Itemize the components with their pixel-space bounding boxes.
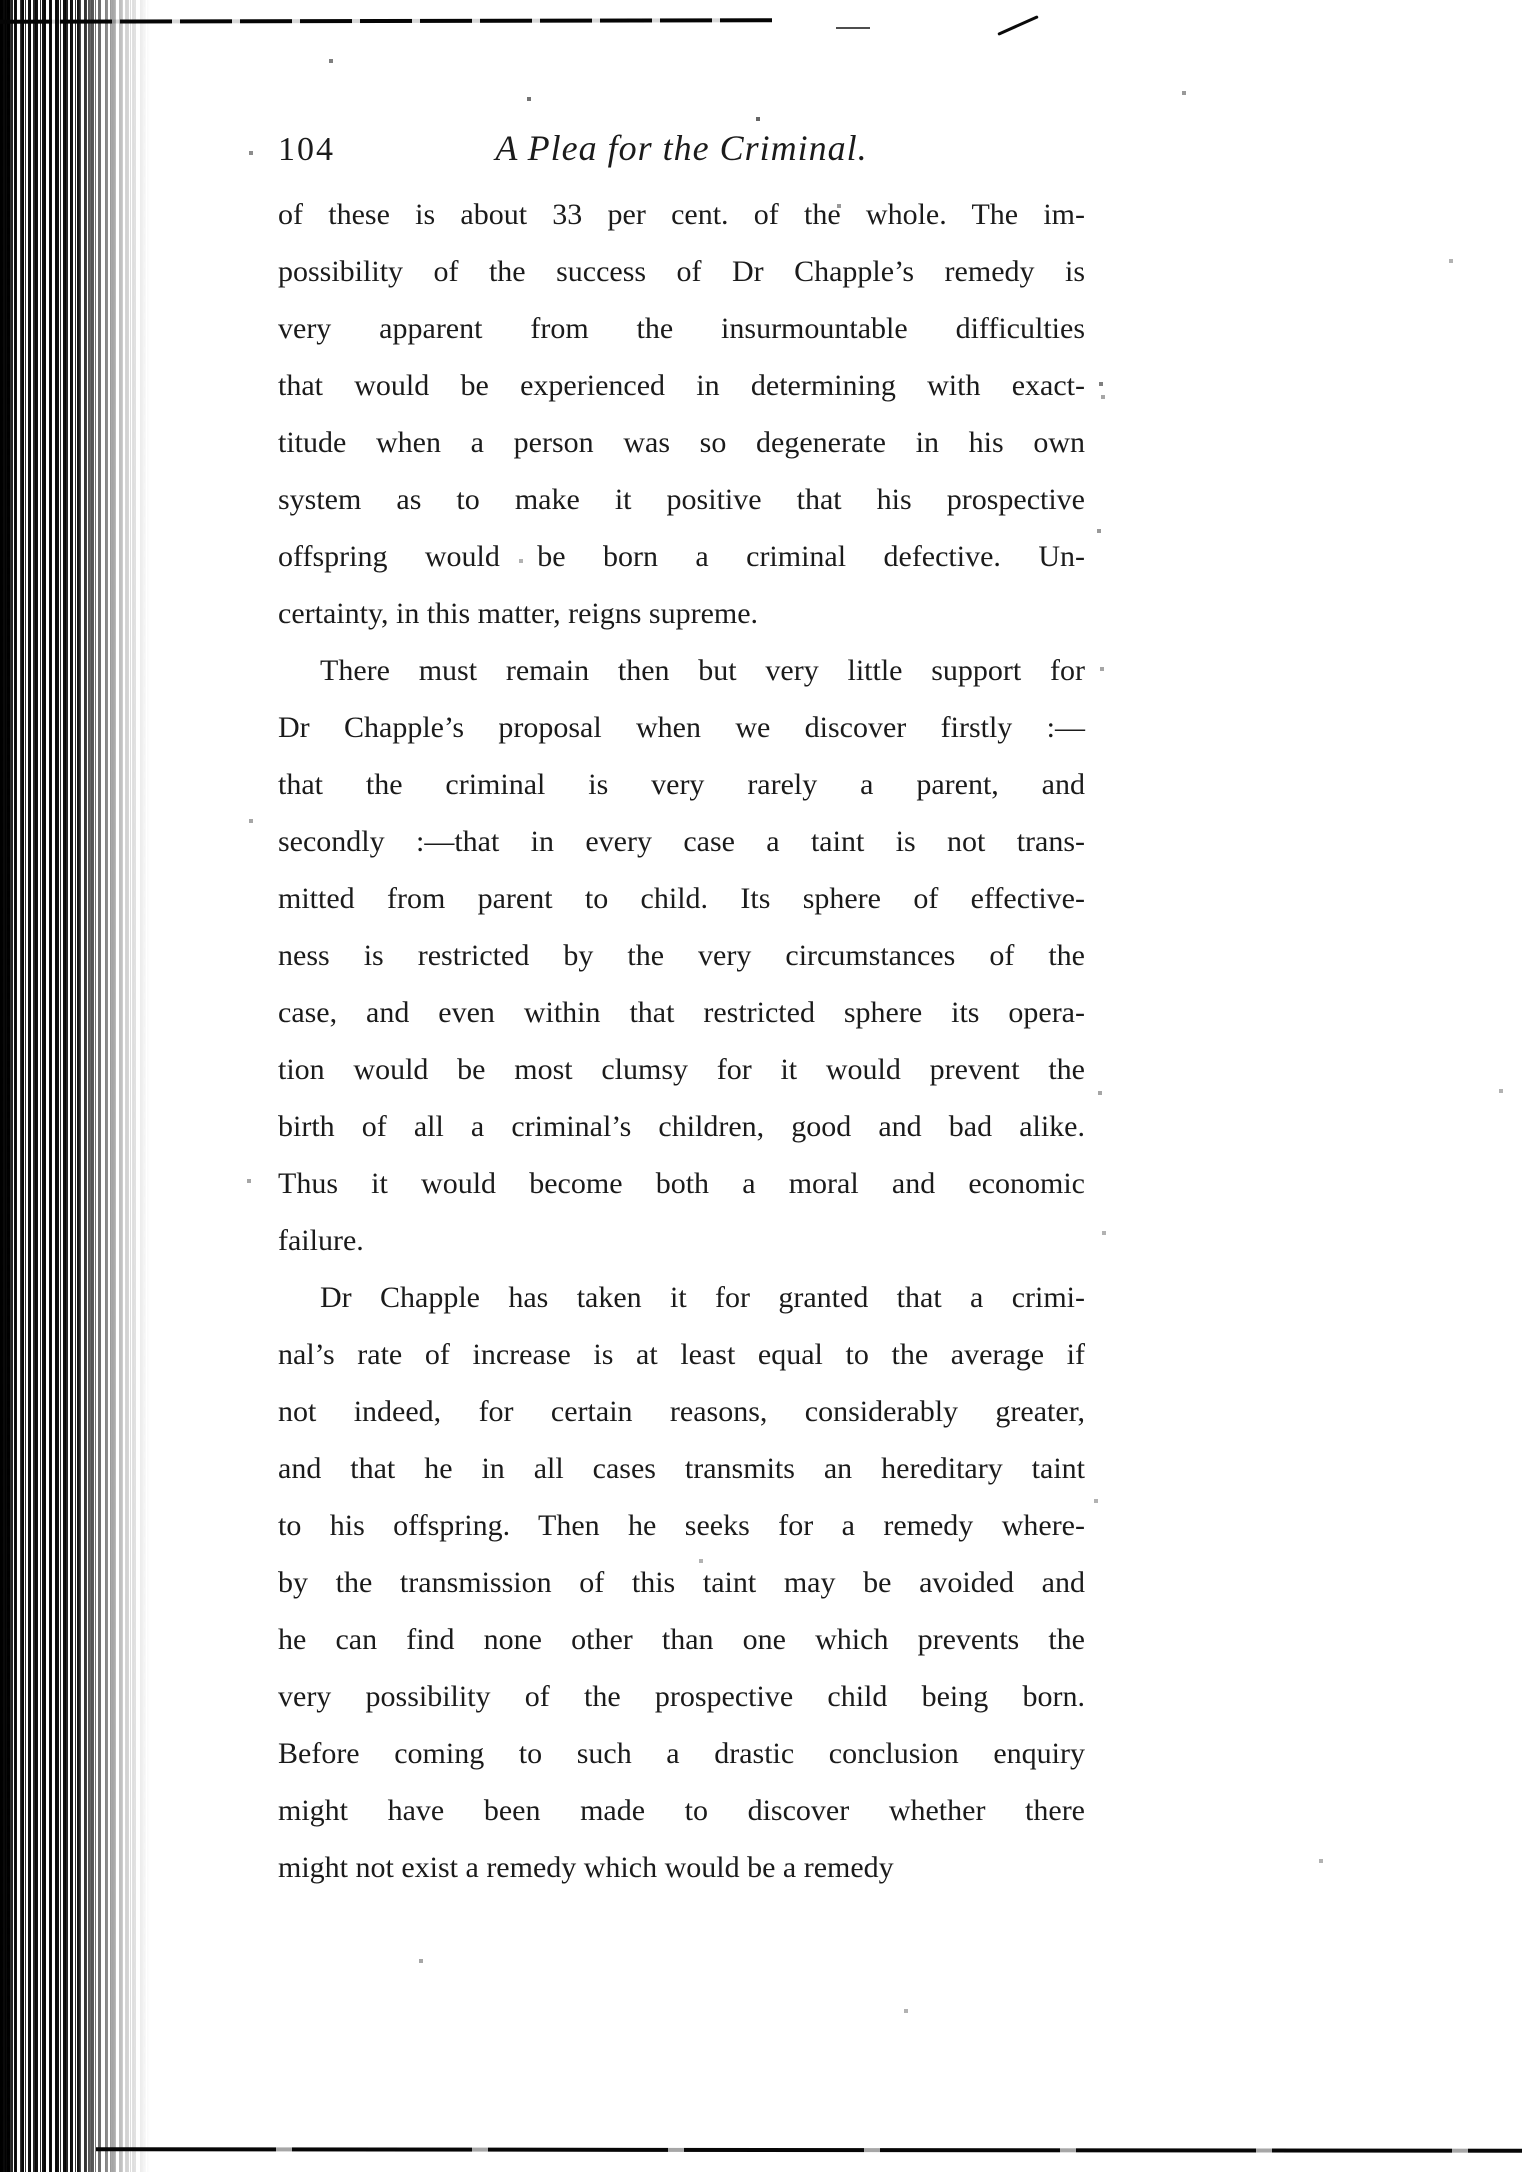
running-head-title: A Plea for the Criminal. [495, 128, 868, 168]
text-line: Dr Chapple’s proposal when we discover firstly :— [278, 711, 1085, 744]
text-line: that would be experienced in determining with exact- [278, 369, 1085, 402]
text-line: nal’s rate of increase is at least equal to the average if [278, 1338, 1085, 1371]
text-line: tion would be most clumsy for it would prevent the [278, 1053, 1085, 1086]
text-line: Dr Chapple has taken it for granted that a crimi- [320, 1281, 1085, 1314]
text-line: ness is restricted by the very circumstances of the [278, 939, 1085, 972]
text-line: There must remain then but very little support for [320, 654, 1085, 687]
book-gutter-scan-texture [0, 0, 150, 2172]
scan-noise-specks [0, 0, 2, 2]
text-line: certainty, in this matter, reigns supreme. [278, 597, 759, 630]
text-line: Thus it would become both a moral and economic [278, 1167, 1085, 1200]
scan-mark-stroke [997, 15, 1038, 36]
text-line: and that he in all cases transmits an hereditary taint [278, 1452, 1085, 1485]
text-line: case, and even within that restricted sphere its opera- [278, 996, 1085, 1029]
text-line: Before coming to such a drastic conclusion enquiry [278, 1737, 1085, 1770]
text-line: system as to make it positive that his prospective [278, 483, 1085, 516]
scan-edge-line-bottom [96, 2147, 1522, 2152]
text-line: of these is about 33 per cent. of the whole. The im- [278, 198, 1085, 231]
page-body [278, 186, 1085, 1896]
body-paragraph [278, 1269, 1085, 1896]
text-line: not indeed, for certain reasons, considerably greater, [278, 1395, 1085, 1428]
text-line: by the transmission of this taint may be avoided and [278, 1566, 1085, 1599]
text-line: possibility of the success of Dr Chapple’s remedy is [278, 255, 1085, 288]
text-line: that the criminal is very rarely a parent, and [278, 768, 1085, 801]
body-paragraph [278, 642, 1085, 1269]
text-line: to his offspring. Then he seeks for a remedy where- [278, 1509, 1085, 1542]
scan-edge-line-top [0, 18, 772, 24]
text-line: failure. [278, 1224, 364, 1257]
text-line: might have been made to discover whether there [278, 1794, 1085, 1827]
text-line: titude when a person was so degenerate in his own [278, 426, 1085, 459]
text-line: very apparent from the insurmountable difficulties [278, 312, 1085, 345]
text-line: birth of all a criminal’s children, good and bad alike. [278, 1110, 1085, 1143]
text-line: might not exist a remedy which would be a remedy [278, 1851, 894, 1884]
text-line: he can find none other than one which prevents the [278, 1623, 1085, 1656]
text-line: mitted from parent to child. Its sphere of effective- [278, 882, 1085, 915]
body-paragraph [278, 186, 1085, 642]
text-line: very possibility of the prospective child being born. [278, 1680, 1085, 1713]
scan-mark-dash [836, 27, 870, 29]
page-number: 104 [278, 131, 335, 168]
text-line: offspring would be born a criminal defective. Un- [278, 540, 1085, 573]
text-line: secondly :—that in every case a taint is not trans- [278, 825, 1085, 858]
